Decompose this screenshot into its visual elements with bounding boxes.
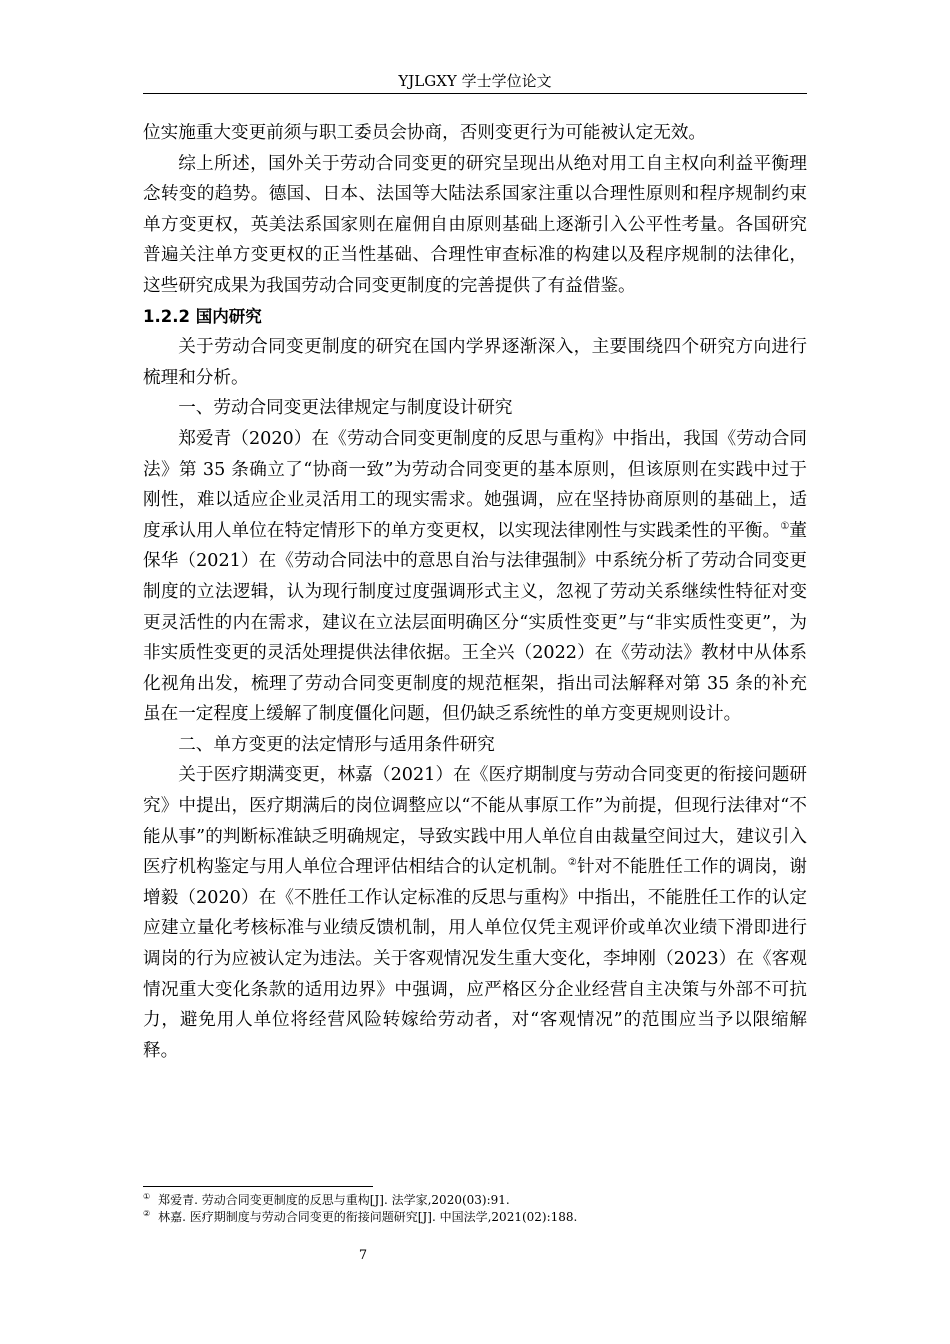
footnote-text: 郑爱青. 劳动合同变更制度的反思与重构[J]. 法学家,2020(03):91. xyxy=(158,1193,510,1207)
paragraph-intro: 关于劳动合同变更制度的研究在国内学界逐渐深入，主要围绕四个研究方向进行梳理和分析。 xyxy=(143,337,807,388)
footnotes xyxy=(143,1192,807,1226)
footnote-1 xyxy=(143,1192,807,1209)
paragraph-text: 董保华（2021）在《劳动合同法中的意思自治与法律强制》中系统分析了劳动合同变更制度的立法逻辑，认为现行制度过度强调形式主义，忽视了劳动关系继续性特征对变更灵活性的内在需求，建议在立法层面明确区分“实质性变更”与“非实质性变更”，为非实质性变更的灵活处理提供法律依据。王全兴（2022）在《劳动法》教材中从体系化视角出发，梳理了劳动合同变更制度的规范框架，指出司法解释对第 35 条的补充虽在一定程度上缓解了制度僵化问题，但仍缺乏系统性的单方变更规则设计。 xyxy=(143,520,807,725)
subheading-2: 二、单方变更的法定情形与适用条件研究 xyxy=(178,734,495,755)
paragraph-unilateral-change xyxy=(143,760,807,1066)
footnote-rule xyxy=(143,1186,373,1187)
header-rule xyxy=(143,93,807,94)
footnote-text: 林嘉. 医疗期制度与劳动合同变更的衔接问题研究[J]. 中国法学,2021(02):188. xyxy=(158,1210,578,1224)
footnote-mark: ② xyxy=(143,1209,151,1218)
paragraph-text: 关于医疗期满变更，林嘉（2021）在《医疗期制度与劳动合同变更的衔接问题研究》中提出，医疗期满后的岗位调整应以“不能从事原工作”为前提，但现行法律对“不能从事”的判断标准缺乏明确规定，导致实践中用人单位自由裁量空间过大，建议引入医疗机构鉴定与用人单位合理评估相结合的认定机制。 xyxy=(143,765,807,878)
running-header: YJLGXY 学士学位论文 xyxy=(398,72,552,90)
paragraph-text: 郑爱青（2020）在《劳动合同变更制度的反思与重构》中指出，我国《劳动合同法》第 35 条确立了“协商一致”为劳动合同变更的基本原则，但该原则在实践中过于刚性，难以适应企业灵活用工的现实需求。她强调，应在坚持协商原则的基础上，适度承认用人单位在特定情形下的单方变更权，以实现法律刚性与实践柔性的平衡。 xyxy=(143,428,807,541)
paragraph-summary: 综上所述，国外关于劳动合同变更的研究呈现出从绝对用工自主权向利益平衡理念转变的趋势。德国、日本、法国等大陆法系国家注重以合理性原则和程序规制约束单方变更权，英美法系国家则在雇佣自由原则基础上逐渐引入公平性考量。各国研究普遍关注单方变更权的正当性基础、合理性审查标准的构建以及程序规制的法律化，这些研究成果为我国劳动合同变更制度的完善提供了有益借鉴。 xyxy=(143,153,807,296)
paragraph-text: 针对不能胜任工作的调岗，谢增毅（2020）在《不胜任工作认定标准的反思与重构》中指出，不能胜任工作的认定应建立量化考核标准与业绩反馈机制，用人单位仅凭主观评价或单次业绩下滑即进行调岗的行为应被认定为违法。关于客观情况发生重大变化，李坤刚（2023）在《客观情况重大变化条款的适用边界》中强调，应严格区分企业经营自主决策与外部不可抗力，避免用人单位将经营风险转嫁给劳动者，对“客观情况”的范围应当予以限缩解释。 xyxy=(143,857,807,1061)
page-number: 7 xyxy=(358,1248,368,1263)
subheading-1: 一、劳动合同变更法律规定与制度设计研究 xyxy=(178,398,513,419)
section-heading: 1.2.2 国内研究 xyxy=(143,306,262,326)
footnote-ref-2[interactable]: ② xyxy=(567,857,577,869)
footnote-mark: ① xyxy=(143,1192,151,1201)
footnote-ref-1[interactable]: ① xyxy=(780,520,790,532)
main-text xyxy=(143,118,807,1066)
footnote-2 xyxy=(143,1209,807,1226)
paragraph-legal-provisions xyxy=(143,424,807,730)
paragraph-continued: 位实施重大变更前须与职工委员会协商，否则变更行为可能被认定无效。 xyxy=(143,123,707,143)
